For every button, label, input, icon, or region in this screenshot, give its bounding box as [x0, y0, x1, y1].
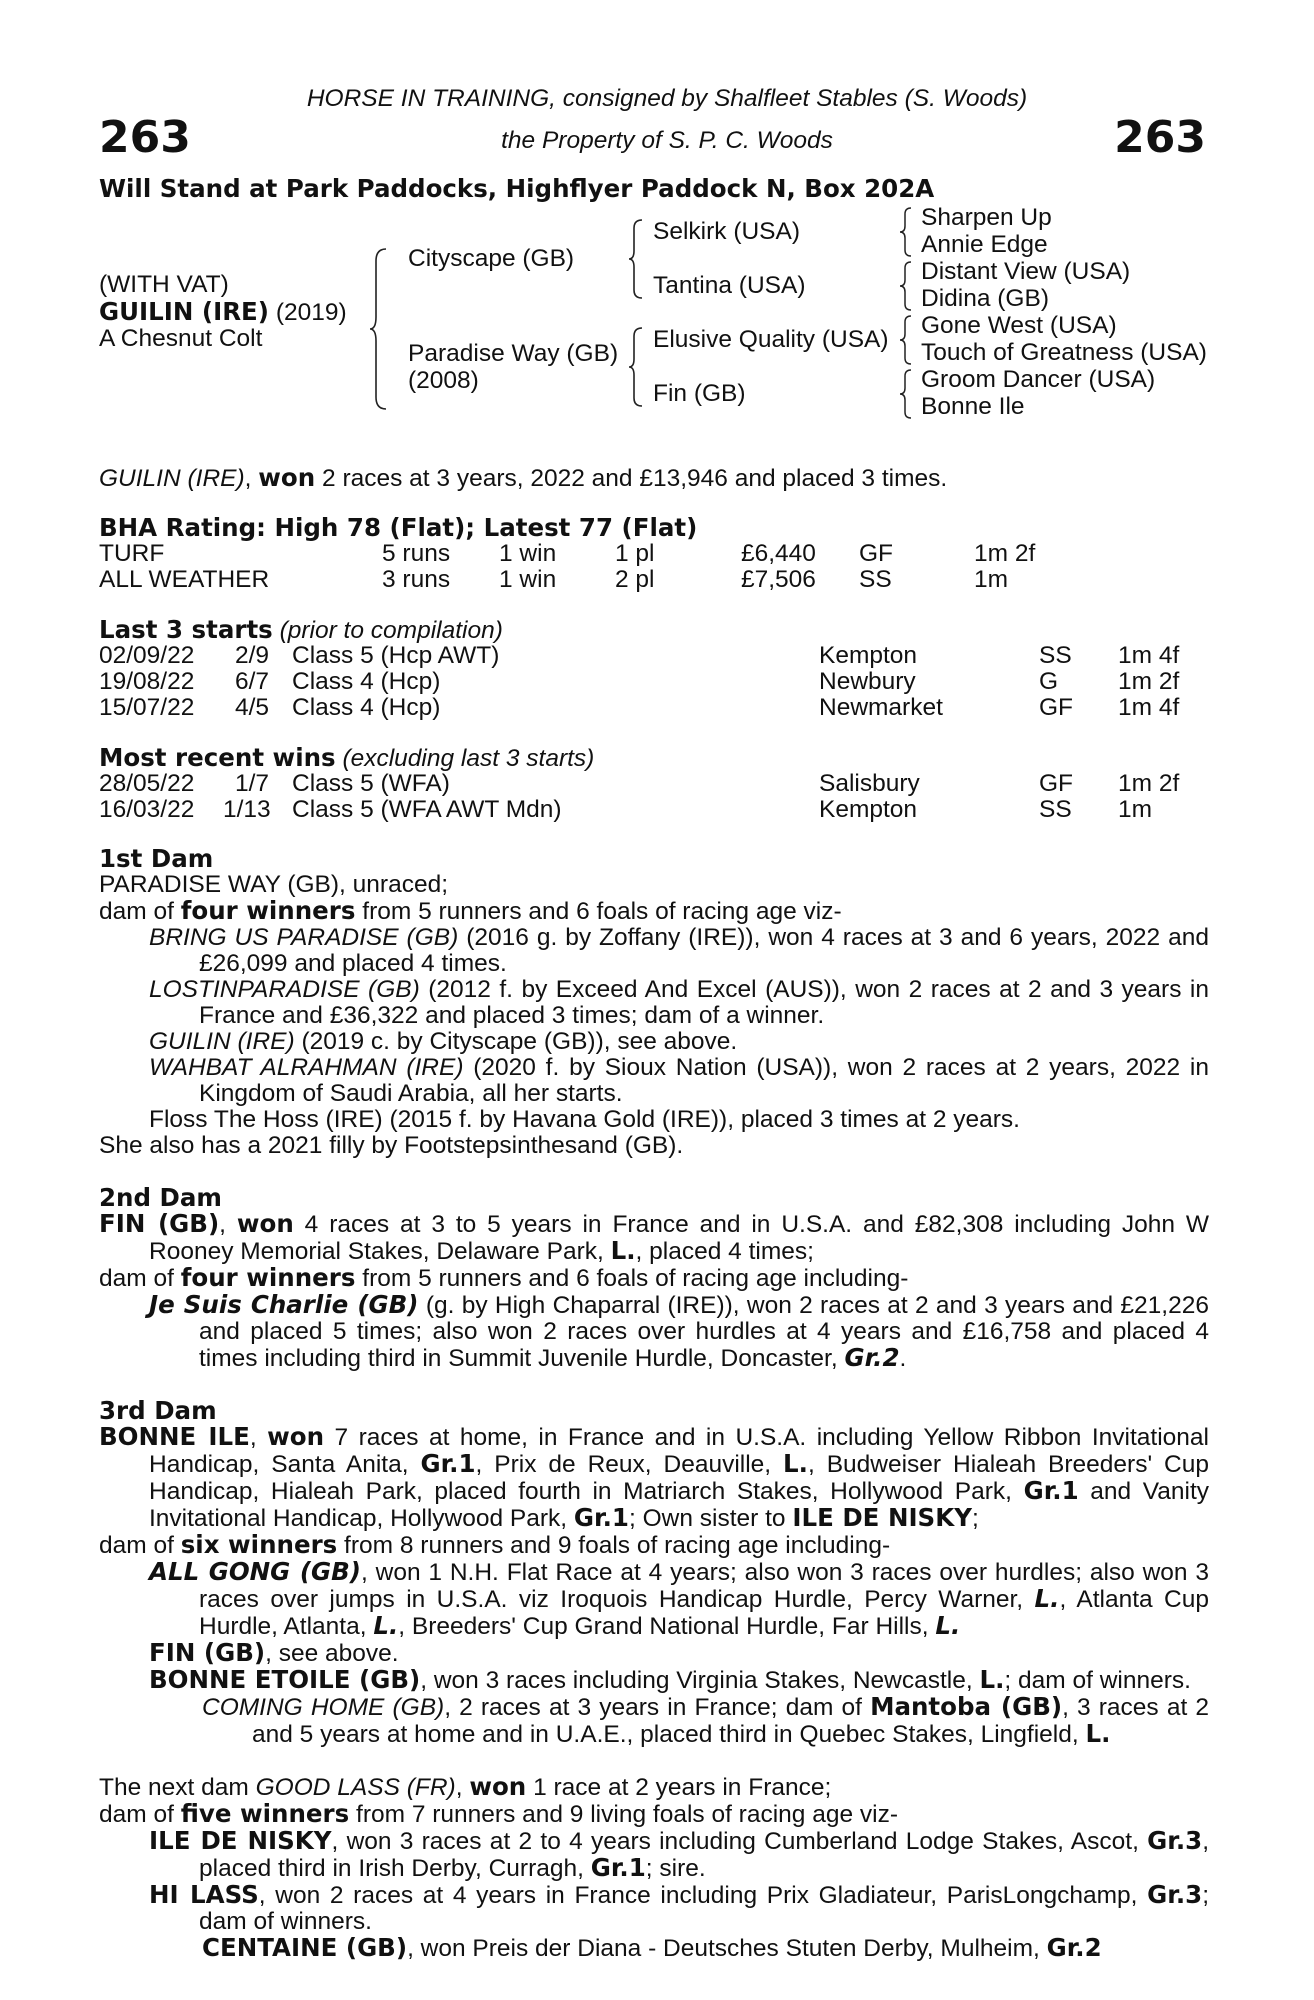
- dam-dam: Fin (GB): [653, 380, 746, 407]
- lot-number-left: 263: [99, 112, 191, 163]
- dam-sire: Elusive Quality (USA): [653, 326, 889, 353]
- ancestor-4: Didina (GB): [921, 285, 1049, 312]
- dam-narrative: [99, 846, 1209, 1962]
- vat-note: (WITH VAT): [99, 271, 229, 298]
- dam: Paradise Way (GB): [408, 340, 619, 367]
- consignment-line: HORSE IN TRAINING, consigned by Shalfleet Stables (S. Woods): [306, 85, 1028, 112]
- ancestor-2: Annie Edge: [921, 231, 1048, 258]
- produce-entry: WAHBAT ALRAHMAN (IRE) (2020 f. by Sioux Nation (USA)), won 2 races at 2 years, 2022 in Kingdom of Saudi Arabia, all her starts.: [149, 1054, 1210, 1107]
- third-dam-record: BONNE ILE, won 7 races at home, in France and in U.S.A. including Yellow Ribbon Invitational Handicap, Santa Anita, Gr.1, Prix de Reux, Deauville, L., Budweiser Hialeah Breeders' Cup Handicap, Hialeah Park, placed fourth in Matriarch Stakes, Hollywood Park, Gr.1 and Vanity Invitational Handicap, Hollywood Park, Gr.1; Own sister to ILE DE NISKY;: [99, 1422, 1210, 1532]
- catalogue-page: 263 263 HORSE IN TRAINING, consigned by Shalfleet Stables (S. Woods) the Property of S. P. C. Woods Will Stand at Park Paddocks, Highflyer Paddock N, Box 202A (WITH VAT) GUILIN (IRE) (2019) A Chesnut Colt Cityscape (GB) Paradise Way (GB) (2008) Selkirk (USA) Tantina (USA) Elusive Quality (USA) Fin (GB) Sharpen Up Annie Edge Distant View (USA) Didina (GB) Gone West (USA) Touch of Greatness (USA) Groom Dancer (USA) Bonne Ile GUILIN (IRE), won 2 races at 3 years, 2022 and £13,946 and placed 3 times. BHA Rating: High 78 (Flat); Latest 77 (Flat) TURF 5 runs 1 win 1 pl £6,440 GF 1m 2f ALL WEATHER 3 runs 1 win 2 pl £7,506 SS 1m Last 3 starts (prior to compilation) 02/09/22 2/9 Class 5 (Hcp AWT) Kempton SS 1m 4f 19/08/22 6/7 Class 4 (Hcp) Newbury G 1m 2f 15/07/22 4/5 Class 4 (Hcp) Newmarket GF 1m 4f Most recent wins (excluding last 3 starts) 28/05/22 1/7 Class 5 (WFA) Salisbury GF 1m 2f 16/03/22 1/13 Class 5 (WFA AWT Mdn) Kempton SS 1m 1st Dam PARADISE WAY (GB), unraced; dam of four winners from 5 runners and 6 foals of racing age viz- BRING US PARADISE (GB) (2016 g. by Zoffany (IRE)), won 4 races at 3 and 6 years, 2022 and £26,099 and placed 4 times. LOSTINPARADISE (GB) (2012 f. by Exceed And Excel (AUS)), won 2 races at 2 and 3 years in France and £36,322 and placed 3 times; dam of a winner. GUILIN (IRE) (2019 c. by Cityscape (GB)), see above. WAHBAT ALRAHMAN (IRE) (2020 f. by Sioux Nation (USA)), won 2 races at 2 years, 2022 in Kingdom of Saudi Arabia, all her starts. Floss The Hoss (IRE) (2015 f. by Havana Gold (IRE)), placed 3 times at 2 years. She also has a 2021 filly by Footstepsinthesand (GB). 2nd Dam FIN (GB), won 4 races at 3 to 5 years in France and in U.S.A. and £82,308 including John W Rooney Memorial Stakes, Delaware Park, L., placed 4 times; dam of four winners from 5 runners and 6 foals of racing age including- Je Suis Charlie (GB) (g. by High Chaparral (IRE)), won 2 races at 2 and 3 years and £21,226 and placed 5 times; also won 2 races over hurdles at 4 years and £16,758 and placed 4 times including third in Summit Juvenile Hurdle, Doncaster, Gr.2. 3rd Dam BONNE ILE, won 7 races at home, in France and in U.S.A. including Yellow Ribbon Invitational Handicap, Santa Anita, Gr.1, Prix de Reux, Deauville, L., Budweiser Hialeah Breeders' Cup Handicap, Hialeah Park, placed fourth in Matriarch Stakes, Hollywood Park, Gr.1 and Vanity Invitational Handicap, Hollywood Park, Gr.1; Own sister to ILE DE NISKY; dam of six winners from 8 runners and 9 foals of racing age including- ALL GONG (GB), won 1 N.H. Flat Race at 4 years; also won 3 races over hurdles; also won 3 races over jumps in U.S.A. viz Iroquois Handicap Hurdle, Percy Warner, L., Atlanta Cup Hurdle, Atlanta, L., Breeders' Cup Grand National Hurdle, Far Hills, L. FIN (GB), see above. BONNE ETOILE (GB), won 3 races including Virginia Stakes, Newcastle, L.; dam of winners. COMING HOME (GB), 2 races at 3 years in France; dam of Mantoba (GB), 3 races at 2 and 5 years at home and in U.A.E., placed third in Quebec Stakes, Lingfield, L. The next dam GOOD LASS (FR), won 1 race at 2 years in France; dam of five winners from 7 runners and 9 living foals of racing age viz- ILE DE NISKY, won 3 races at 2 to 4 years including Cumberland Lodge Stakes, Ascot, Gr.3, placed third in Irish Derby, Curragh, Gr.1; sire. HI LASS, won 2 races at 4 years in France including Prix Gladiateur, ParisLongchamp, Gr.3; dam of winners. CENTAINE (GB), won Preis der Diana - Deutsches Stuten Derby, Mulheim, Gr.2: [0, 0, 1314, 2000]
- next-dam-line: The next dam GOOD LASS (FR), won 1 race at 2 years in France;: [99, 1772, 832, 1801]
- pedigree-brace-sire: [627, 218, 645, 300]
- ancestor-6: Touch of Greatness (USA): [921, 339, 1207, 366]
- sire-sire: Selkirk (USA): [653, 218, 801, 245]
- third-dam-heading: 3rd Dam: [99, 1396, 217, 1425]
- property-line: the Property of S. P. C. Woods: [501, 127, 833, 154]
- pedigree-brace-main: [368, 247, 390, 411]
- horse-name: GUILIN (IRE): [99, 297, 269, 326]
- horse-name-line: [99, 299, 347, 326]
- produce-entry: FIN (GB), see above.: [149, 1638, 399, 1667]
- first-dam-heading: 1st Dam: [99, 844, 214, 873]
- produce-entry: HI LASS, won 2 races at 4 years in France including Prix Gladiateur, ParisLongchamp, Gr.3; dam of winners.: [149, 1880, 1209, 1935]
- race-summary: GUILIN (IRE), won 2 races at 3 years, 2022 and £13,946 and placed 3 times.: [99, 463, 948, 492]
- ancestor-5: Gone West (USA): [921, 312, 1117, 339]
- second-dam-record: FIN (GB), won 4 races at 3 to 5 years in France and in U.S.A. and £82,308 including John W Rooney Memorial Stakes, Delaware Park, L., placed 4 times;: [99, 1209, 1209, 1265]
- produce-entry: BONNE ETOILE (GB), won 3 races including Virginia Stakes, Newcastle, L.; dam of winners.: [149, 1665, 1191, 1694]
- pedigree-brace-g1: [898, 206, 914, 258]
- stand-location: Will Stand at Park Paddocks, Highflyer Paddock N, Box 202A: [99, 174, 935, 203]
- pedigree-brace-g3: [898, 314, 914, 366]
- produce-entry: ILE DE NISKY, won 3 races at 2 to 4 years including Cumberland Lodge Stakes, Ascot, Gr.3, placed third in Irish Derby, Curragh, Gr.1; sire.: [149, 1826, 1210, 1882]
- recent-wins-heading: Most recent wins (excluding last 3 starts): [99, 743, 595, 772]
- ancestor-8: Bonne Ile: [921, 393, 1025, 420]
- produce-entry: GUILIN (IRE) (2019 c. by Cityscape (GB)), see above.: [149, 1028, 738, 1055]
- horse-year: (2019): [275, 299, 347, 326]
- bha-rating-heading: BHA Rating: High 78 (Flat); Latest 77 (Flat): [99, 513, 698, 542]
- produce-entry: COMING HOME (GB), 2 races at 3 years in France; dam of Mantoba (GB), 3 races at 2 and 5 years at home and in U.A.E., placed third in Quebec Stakes, Lingfield, L.: [202, 1692, 1210, 1748]
- sire-dam: Tantina (USA): [653, 272, 806, 299]
- ancestor-3: Distant View (USA): [921, 258, 1131, 285]
- produce-entry: LOSTINPARADISE (GB) (2012 f. by Exceed And Excel (AUS)), won 2 races at 2 and 3 years in France and £36,322 and placed 3 times; dam of a winner.: [149, 976, 1209, 1029]
- ancestor-1: Sharpen Up: [921, 204, 1052, 231]
- produce-entry: Je Suis Charlie (GB) (g. by High Chaparral (IRE)), won 2 races at 2 and 3 years and £21,226 and placed 5 times; also won 2 races over hurdles at 4 years and £16,758 and placed 4 times including third in Summit Juvenile Hurdle, Doncaster, Gr.2.: [149, 1290, 1209, 1372]
- pedigree-brace-g4: [898, 368, 914, 420]
- last-starts-heading: Last 3 starts (prior to compilation): [99, 615, 503, 644]
- second-dam-heading: 2nd Dam: [99, 1183, 222, 1212]
- next-dam-produce-line: dam of five winners from 7 runners and 9 living foals of racing age viz-: [99, 1799, 899, 1828]
- dam-year: (2008): [408, 367, 479, 394]
- produce-entry: CENTAINE (GB), won Preis der Diana - Deutsches Stuten Derby, Mulheim, Gr.2: [202, 1933, 1102, 1962]
- ancestor-7: Groom Dancer (USA): [921, 366, 1156, 393]
- lot-number-right: 263: [1114, 112, 1206, 163]
- third-dam-produce-line: dam of six winners from 8 runners and 9 foals of racing age including-: [99, 1530, 891, 1559]
- horse-description: A Chesnut Colt: [99, 325, 263, 352]
- first-dam-note: She also has a 2021 filly by Footstepsinthesand (GB).: [99, 1132, 684, 1159]
- produce-entry: ALL GONG (GB), won 1 N.H. Flat Race at 4 years; also won 3 races over hurdles; also won 3 races over jumps in U.S.A. viz Iroquois Handicap Hurdle, Percy Warner, L., Atlanta Cup Hurdle, Atlanta, L., Breeders' Cup Grand National Hurdle, Far Hills, L.: [149, 1557, 1209, 1640]
- sire: Cityscape (GB): [408, 245, 575, 272]
- produce-entry: BRING US PARADISE (GB) (2016 g. by Zoffany (IRE)), won 4 races at 3 and 6 years, 2022 and £26,099 and placed 4 times.: [149, 924, 1210, 977]
- first-dam-line: PARADISE WAY (GB), unraced;: [99, 871, 449, 898]
- pedigree-brace-g2: [898, 260, 914, 312]
- second-dam-produce-line: dam of four winners from 5 runners and 6 foals of racing age including-: [99, 1263, 909, 1292]
- first-dam-produce-line: dam of four winners from 5 runners and 6 foals of racing age viz-: [99, 896, 842, 925]
- pedigree-brace-dam: [627, 326, 645, 408]
- produce-entry: Floss The Hoss (IRE) (2015 f. by Havana Gold (IRE)), placed 3 times at 2 years.: [149, 1106, 1020, 1133]
